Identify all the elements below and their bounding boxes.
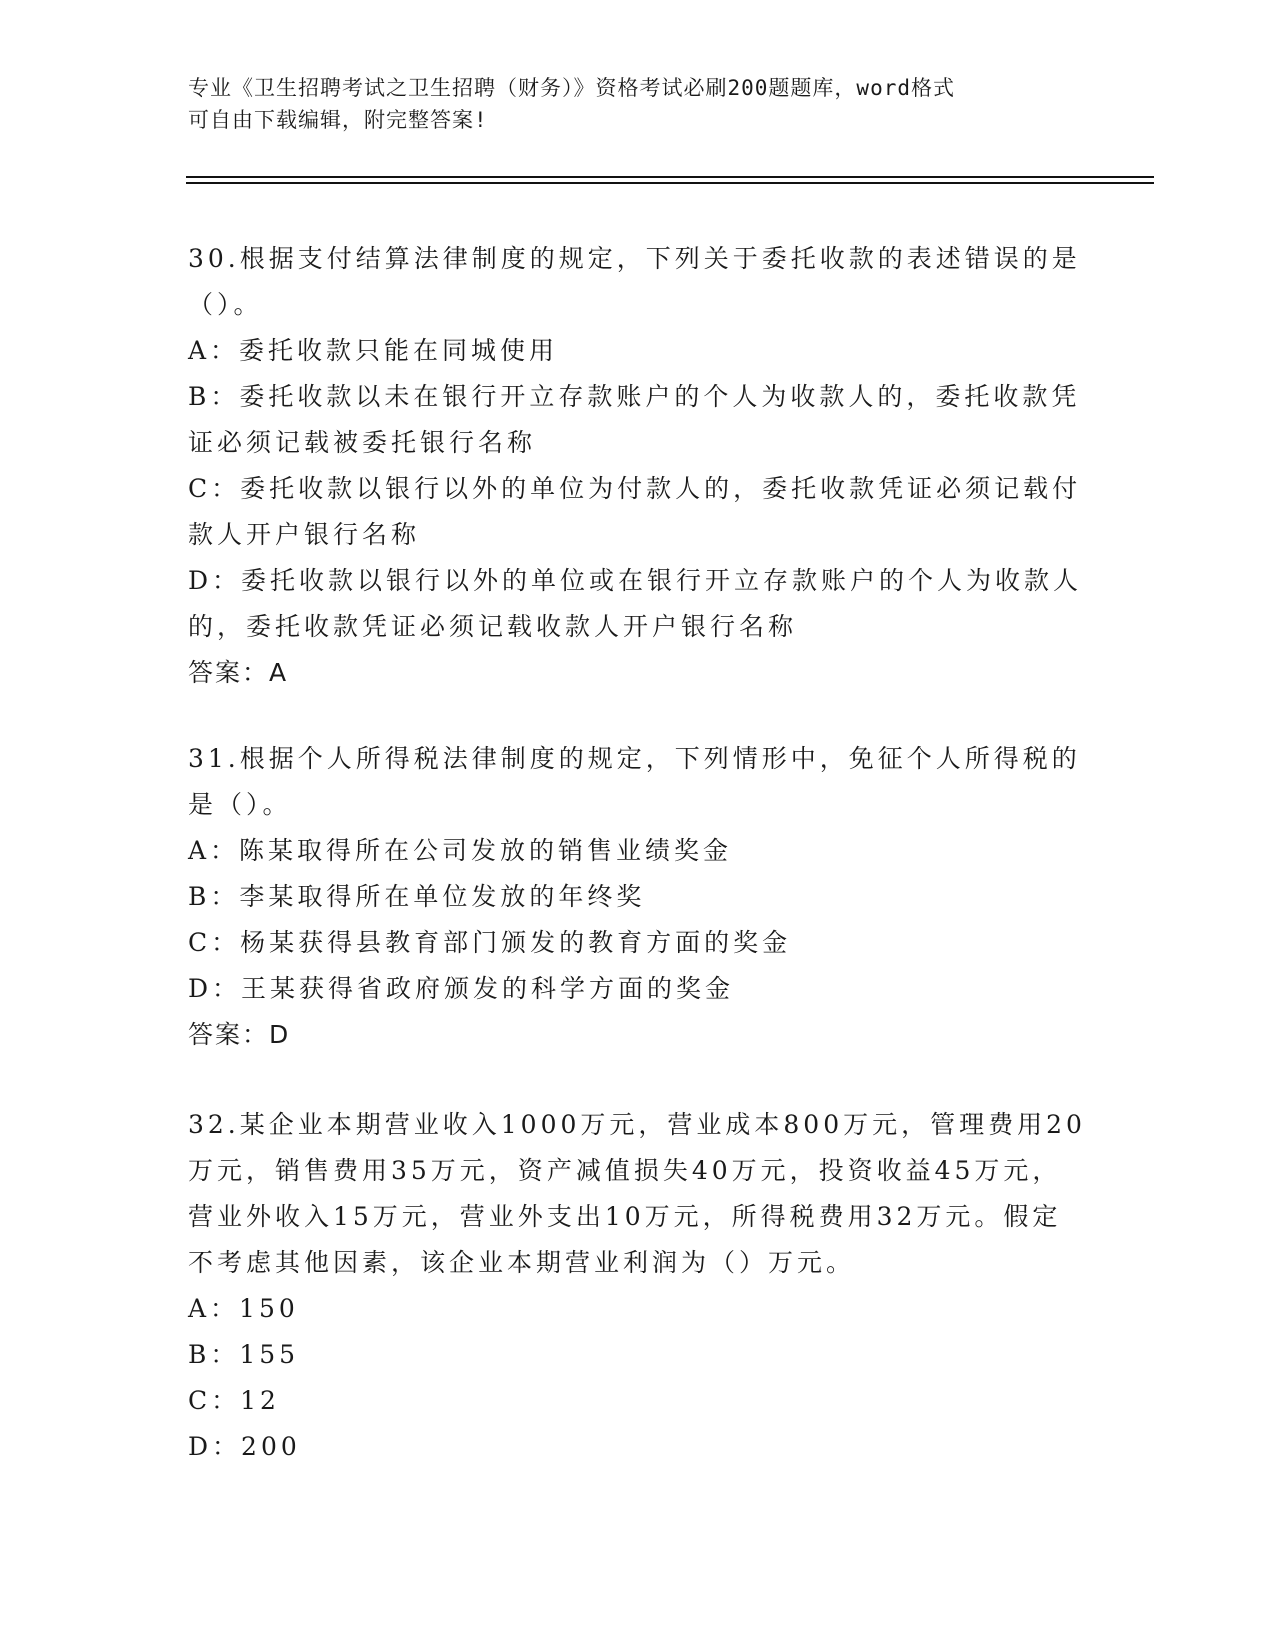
question-30 <box>188 236 1088 696</box>
option-b: B：155 <box>188 1340 300 1369</box>
option-d: D：委托收款以银行以外的单位或在银行开立存款账户的个人为收款人的，委托收款凭证必须记载收款人开户银行名称 <box>188 566 1083 641</box>
header-divider-top <box>186 176 1154 178</box>
answer-text: 答案：A <box>188 658 289 687</box>
option-d: D：王某获得省政府颁发的科学方面的奖金 <box>188 974 735 1003</box>
header-line-2: 可自由下载编辑，附完整答案! <box>188 108 488 132</box>
header-line-1: 专业《卫生招聘考试之卫生招聘（财务）》资格考试必刷200题题库，word格式 <box>188 76 955 100</box>
option-b: B：委托收款以未在银行开立存款账户的个人为收款人的，委托收款凭证必须记载被委托银行名称 <box>188 382 1081 457</box>
question-31 <box>188 736 1088 1058</box>
option-c: C：12 <box>188 1386 280 1415</box>
option-d: D：200 <box>188 1432 301 1461</box>
option-a: A：委托收款只能在同城使用 <box>188 336 559 365</box>
option-c: C：委托收款以银行以外的单位为付款人的，委托收款凭证必须记载付款人开户银行名称 <box>188 474 1082 549</box>
option-a: A：150 <box>188 1294 299 1323</box>
question-stem: 31.根据个人所得税法律制度的规定，下列情形中，免征个人所得税的是（）。 <box>188 744 1081 819</box>
option-a: A：陈某取得所在公司发放的销售业绩奖金 <box>188 836 733 865</box>
document-header <box>188 72 1068 136</box>
answer-text: 答案：D <box>188 1020 291 1049</box>
question-32 <box>188 1102 1088 1470</box>
option-c: C：杨某获得县教育部门颁发的教育方面的奖金 <box>188 928 792 957</box>
header-divider-bottom <box>186 182 1154 184</box>
option-b: B：李某取得所在单位发放的年终奖 <box>188 882 646 911</box>
question-stem: 32.某企业本期营业收入1000万元，营业成本800万元，管理费用20万元，销售费用35万元，资产减值损失40万元，投资收益45万元，营业外收入15万元，营业外支出10万元，所得税费用32万元。假定不考虑其他因素，该企业本期营业利润为（）万元。 <box>188 1110 1086 1277</box>
question-stem: 30.根据支付结算法律制度的规定，下列关于委托收款的表述错误的是（）。 <box>188 244 1081 319</box>
